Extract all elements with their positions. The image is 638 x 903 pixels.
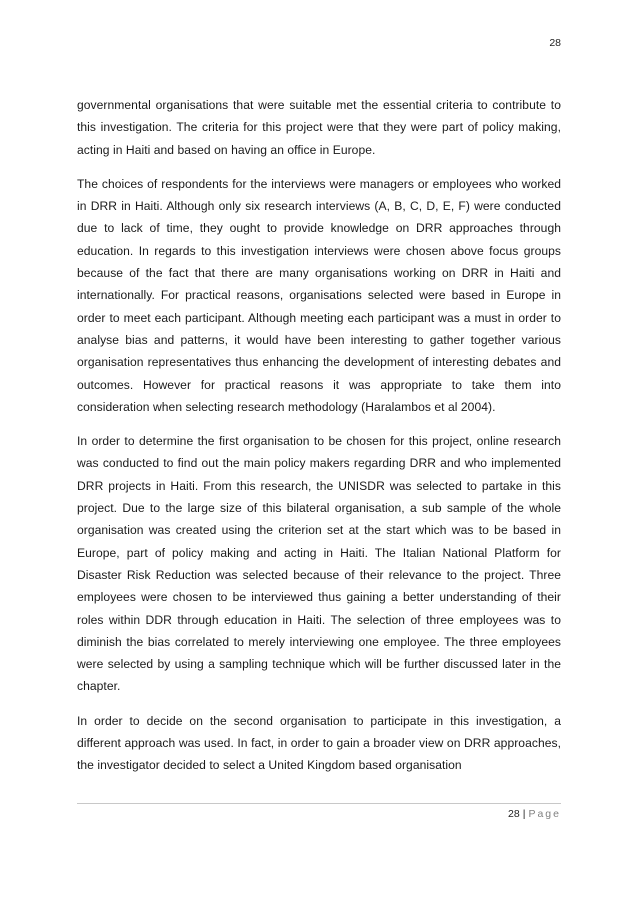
body-text [77,94,561,789]
footer-separator: | [522,808,526,820]
paragraph-1: governmental organisations that were suitable met the essential criteria to contribute to this investigation. The criteria for this project were that they were part of policy making, acting in Haiti and based on having an office in Europe. [77,98,561,157]
footer-page-indicator [508,808,561,820]
header-page-number: 28 [549,37,561,49]
paragraph-4: In order to decide on the second organisation to participate in this investigation, a different approach was used. In fact, in order to gain a broader view on DRR approaches, the investigator decided to select a United Kingdom based organisation [77,713,561,773]
footer-divider [77,803,561,804]
paragraph-2: The choices of respondents for the interviews were managers or employees who worked in DRR in Haiti. Although only six research interviews (A, B, C, D, E, F) were conducted due to lack of time, they ought to provide knowledge on DRR approaches through education. In regards to this investigation interviews were chosen above focus groups because of the fact that there are many organisations working on DRR in Haiti and internationally. For practical reasons, organisations selected were based in Europe in order to meet each participant. Although meeting each participant was a must in order to analyse bias and patterns, it would have been interesting to gather together various organisation representatives thus enhancing the development of interesting debates and outcomes. However for practical reasons it was appropriate to take them into consideration when selecting research methodology (Haralambos et al 2004). [77,176,561,414]
footer-page-label: Page [528,808,561,820]
footer-page-number: 28 [508,808,520,820]
paragraph-3: In order to determine the first organisation to be chosen for this project, online research was conducted to find out the main policy makers regarding DRR and who implemented DRR projects in Haiti. From this research, the UNISDR was selected to partake in this project. Due to the large size of this bilateral organisation, a sub sample of the whole organisation was created using the criterion set at the start which was to be based in Europe, part of policy making and acting in Haiti. The Italian National Platform for Disaster Risk Reduction was selected because of their relevance to the project. Three employees were chosen to be interviewed thus gaining a better understanding of their roles within DDR through education in Haiti. The selection of three employees was to diminish the bias correlated to merely interviewing one employee. The three employees were selected by using a sampling technique which will be further discussed later in the chapter. [77,434,561,694]
